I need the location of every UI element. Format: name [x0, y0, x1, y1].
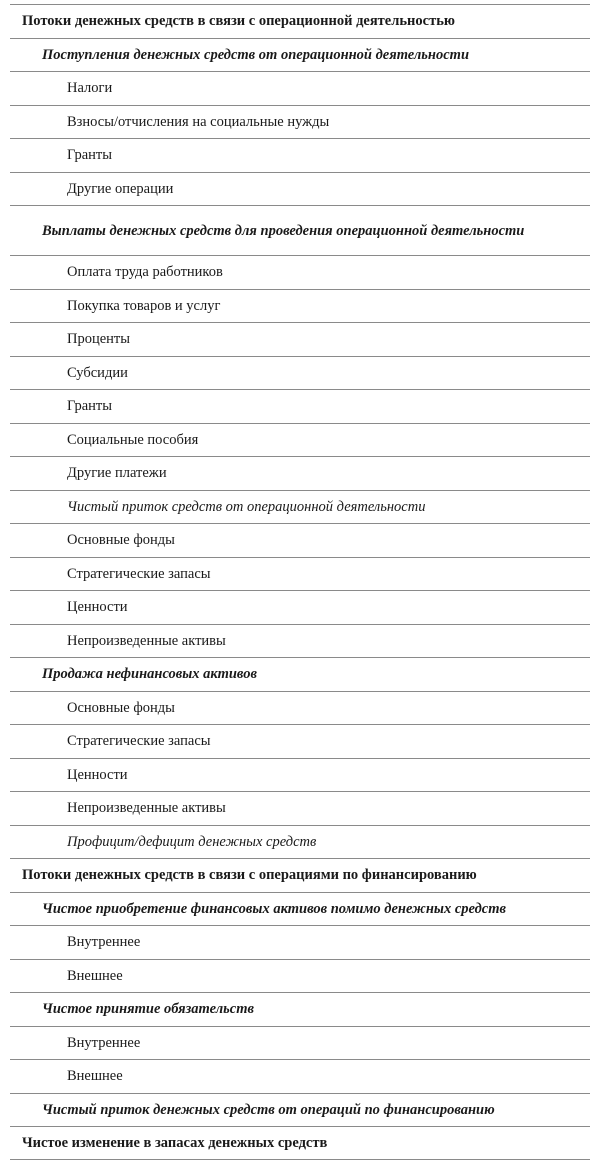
- row-label: Чистый приток средств от операционной деятельности: [67, 498, 426, 515]
- row-label: Чистое изменение в запасах денежных средств: [22, 1135, 328, 1151]
- row-label: Внутреннее: [67, 1034, 141, 1051]
- row-label: Поступления денежных средств от операционной деятельности: [42, 46, 470, 63]
- row-label: Чистое приобретение финансовых активов помимо денежных средств: [42, 900, 506, 917]
- row-label: Проценты: [67, 331, 131, 348]
- table-row: [10, 139, 590, 173]
- cash-flow-table: [10, 4, 590, 1160]
- row-label: Другие операции: [67, 180, 174, 197]
- row-label: Взносы/отчисления на социальные нужды: [67, 113, 330, 130]
- row-label: Чистое принятие обязательств: [42, 1001, 254, 1018]
- table-row: [10, 759, 590, 793]
- row-label: Ценности: [67, 599, 128, 616]
- row-label: Потоки денежных средств в связи с операциями по финансированию: [22, 867, 477, 884]
- table-row: [10, 692, 590, 726]
- table-row-group-header: [10, 893, 590, 927]
- table-row: [10, 390, 590, 424]
- row-label: Внешнее: [67, 1068, 123, 1085]
- table-row: [10, 173, 590, 207]
- table-row: [10, 256, 590, 290]
- table-row: [10, 524, 590, 558]
- table-row: [10, 926, 590, 960]
- table-row: [10, 323, 590, 357]
- row-label: Продажа нефинансовых активов: [42, 666, 257, 683]
- row-label: Субсидии: [67, 364, 128, 381]
- table-row: [10, 106, 590, 140]
- row-label: Ценности: [67, 766, 128, 783]
- table-row: [10, 960, 590, 994]
- row-label: Гранты: [67, 147, 112, 164]
- table-row: [10, 725, 590, 759]
- row-label: Налоги: [67, 80, 113, 97]
- row-label: Основные фонды: [67, 699, 175, 716]
- row-label: Чистый приток денежных средств от операций по финансированию: [42, 1101, 495, 1118]
- row-label: Профицит/дефицит денежных средств: [67, 833, 317, 850]
- table-row: [10, 1027, 590, 1061]
- row-label: Социальные пособия: [67, 431, 199, 448]
- table-row: [10, 72, 590, 106]
- table-row-group-header: [10, 206, 590, 256]
- row-label: Стратегические запасы: [67, 565, 211, 582]
- row-label: Непроизведенные активы: [67, 632, 226, 649]
- table-row-subtotal: [10, 826, 590, 860]
- row-label: Основные фонды: [67, 532, 175, 549]
- table-row: [10, 457, 590, 491]
- table-row-group-header: [10, 39, 590, 73]
- row-label: Оплата труда работников: [67, 264, 223, 281]
- row-label: Стратегические запасы: [67, 733, 211, 750]
- table-row-group-header: [10, 1094, 590, 1128]
- table-row: [10, 625, 590, 659]
- table-row-section-header: [10, 1127, 590, 1160]
- table-row-section-header: [10, 5, 590, 39]
- table-row-section-header: [10, 859, 590, 893]
- table-row: [10, 591, 590, 625]
- row-label: Внешнее: [67, 967, 123, 984]
- table-row: [10, 357, 590, 391]
- row-label: Покупка товаров и услуг: [67, 297, 221, 314]
- table-row: [10, 424, 590, 458]
- table-row: [10, 290, 590, 324]
- table-row: [10, 792, 590, 826]
- row-label: Внутреннее: [67, 934, 141, 951]
- row-label: Непроизведенные активы: [67, 800, 226, 817]
- row-label: Гранты: [67, 398, 112, 415]
- table-row-group-header: [10, 993, 590, 1027]
- row-label: Потоки денежных средств в связи с операционной деятельностью: [22, 13, 455, 30]
- table-row-subtotal: [10, 491, 590, 525]
- table-row: [10, 1060, 590, 1094]
- table-row-group-header: [10, 658, 590, 692]
- row-label: Выплаты денежных средств для проведения операционной деятельности: [42, 222, 525, 239]
- row-label: Другие платежи: [67, 465, 167, 482]
- table-row: [10, 558, 590, 592]
